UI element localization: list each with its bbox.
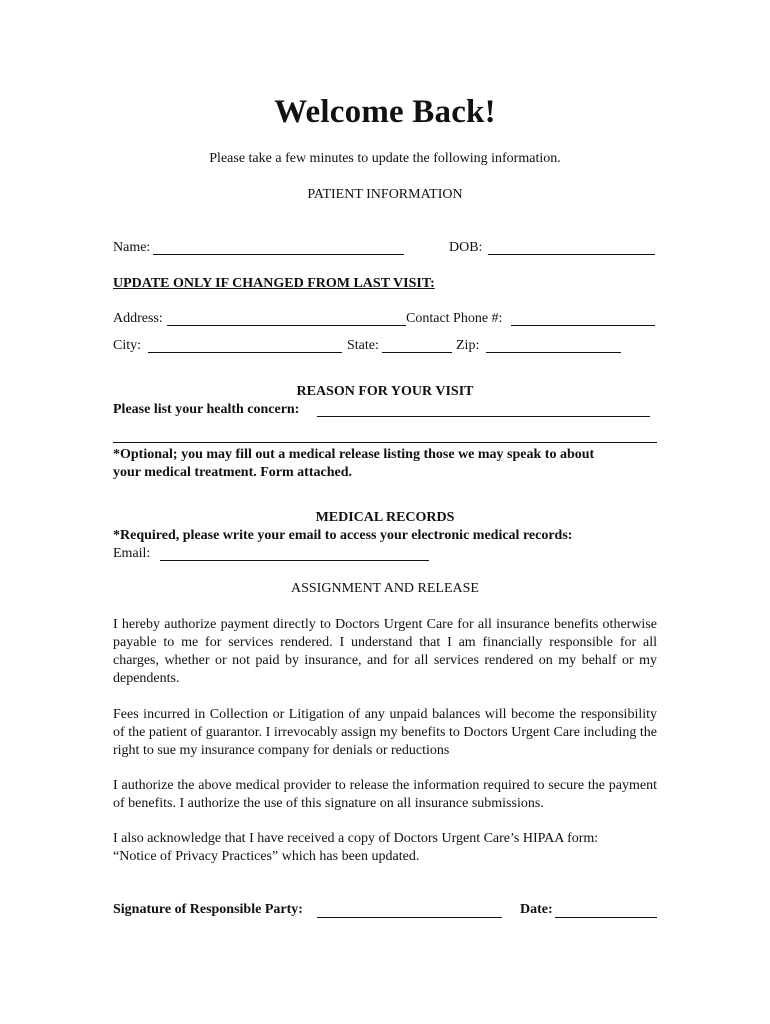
assignment-heading: ASSIGNMENT AND RELEASE <box>291 581 479 596</box>
subtitle: Please take a few minutes to update the following information. <box>209 151 561 166</box>
medical-records-heading: MEDICAL RECORDS <box>315 510 455 525</box>
date-label: Date: <box>520 902 553 917</box>
reason-heading: REASON FOR YOUR VISIT <box>296 384 474 399</box>
dob-label: DOB: <box>449 240 483 255</box>
state-field[interactable] <box>382 352 452 353</box>
signature-field[interactable] <box>317 917 502 918</box>
optional-note-line2: your medical treatment. Form attached. <box>113 465 352 480</box>
optional-note-line1: *Optional; you may fill out a medical release listing those we may speak to about <box>113 447 595 462</box>
email-label: Email: <box>113 546 151 561</box>
authorization-paragraph: I hereby authorize payment directly to Doctors Urgent Care for all insurance benefits otherwise payable to me for services rendered. I understand that I am financially responsible for all charges, whether or not paid by insurance, and for all services rendered on my behalf or my dependents. <box>113 617 657 686</box>
required-note: *Required, please write your email to access your electronic medical records: <box>113 528 573 543</box>
state-label: State: <box>347 338 379 353</box>
address-label: Address: <box>113 311 163 326</box>
signature-label: Signature of Responsible Party: <box>113 902 303 917</box>
update-notice: UPDATE ONLY IF CHANGED FROM LAST VISIT: <box>113 276 435 291</box>
contact-phone-label: Contact Phone #: <box>406 311 503 326</box>
zip-label: Zip: <box>456 338 480 353</box>
page-title: Welcome Back! <box>274 94 496 130</box>
email-field[interactable] <box>160 560 429 561</box>
name-field[interactable] <box>153 254 404 255</box>
health-concern-field[interactable] <box>317 416 650 417</box>
contact-phone-field[interactable] <box>511 325 655 326</box>
date-field[interactable] <box>555 917 657 918</box>
zip-field[interactable] <box>486 352 621 353</box>
address-field[interactable] <box>167 325 406 326</box>
fees-paragraph: Fees incurred in Collection or Litigation of any unpaid balances will become the responsibility of the patient of guarantor. I irrevocably assign my benefits to Doctors Urgent Care including the right to sue my insurance company for denials or reductions <box>113 707 657 758</box>
release-paragraph: I authorize the above medical provider to release the information required to secure the payment of benefits. I authorize the use of this signature on all insurance submissions. <box>113 778 657 811</box>
health-concern-label: Please list your health concern: <box>113 402 300 417</box>
city-label: City: <box>113 338 142 353</box>
dob-field[interactable] <box>488 254 655 255</box>
hipaa-acknowledgement-line2: “Notice of Privacy Practices” which has been updated. <box>113 849 420 864</box>
hipaa-acknowledgement-line1: I also acknowledge that I have received a copy of Doctors Urgent Care’s HIPAA form: <box>113 831 599 846</box>
patient-info-heading: PATIENT INFORMATION <box>307 187 463 202</box>
city-field[interactable] <box>148 352 342 353</box>
name-label: Name: <box>113 240 151 255</box>
health-concern-field-line2[interactable] <box>113 442 657 443</box>
